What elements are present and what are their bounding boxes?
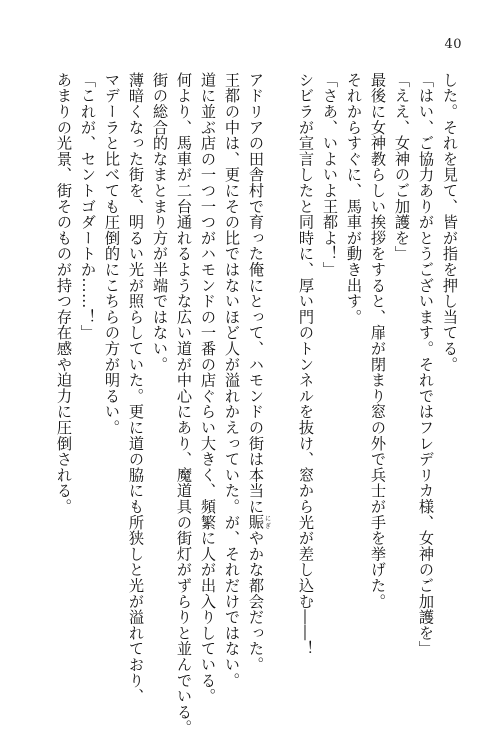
vertical-text-body: [55, 72, 462, 736]
section-gap: [270, 72, 294, 682]
ruby-reading: にぎ: [263, 514, 271, 531]
text-line: シビラが宣言したと同時に、厚い門のトンネルを抜け、窓から光が差し込む――！: [297, 72, 315, 657]
ruby-word: [247, 514, 271, 531]
text-segment: やかな都会だった。: [247, 530, 265, 673]
text-line: 「さあ、いよいよ王都よ！」: [321, 72, 339, 278]
text-line: マデーラと比べても圧倒的にこちらの方が明るい。: [103, 72, 121, 436]
text-line: [244, 72, 270, 682]
text-line: した。それを見て、皆が指を押し当てる。: [441, 72, 459, 373]
text-line: 「ええ、女神のご加護を」: [393, 72, 411, 262]
text-line: 街の総合的なまとまり方が半端ではない。: [151, 72, 169, 373]
text-line: 何より、馬車が二台通れるような広い道が中心にあり、魔道具の街灯がずらりと並んでいる。: [175, 72, 193, 736]
text-line: 「はい、ご協力ありがとうございます。それではフレデリカ様、女神のご加護を」: [417, 72, 435, 657]
text-line: 王都の中は、更にその比ではないほど人が溢れかえっていた。が、それだけではない。: [223, 72, 241, 689]
text-line: それからすぐに、馬車が動き出す。: [345, 72, 363, 325]
text-segment: アドリアの田舎村で育った俺にとって、ハモンドの街は本当に: [247, 72, 265, 515]
ruby-base: 賑: [247, 514, 265, 531]
text-line: あまりの光景、街そのものが持つ存在感や迫力に圧倒される。: [55, 72, 73, 515]
text-line: 「これが、セントゴダートか……！」: [79, 72, 97, 341]
text-line: 薄暗くなった街を、明るい光が照らしていた。更に道の脇にも所狭しと光が溢れており、: [127, 72, 145, 704]
page-number: 40: [444, 37, 462, 52]
text-line: 最後に女神教らしい挨拶をすると、扉が閉まり窓の外で兵士が手を挙げた。: [369, 72, 387, 610]
text-line: 道に並ぶ店の一つ一つがハモンドの一番の店ぐらい大きく、頻繁に人が出入りしている。: [199, 72, 217, 704]
